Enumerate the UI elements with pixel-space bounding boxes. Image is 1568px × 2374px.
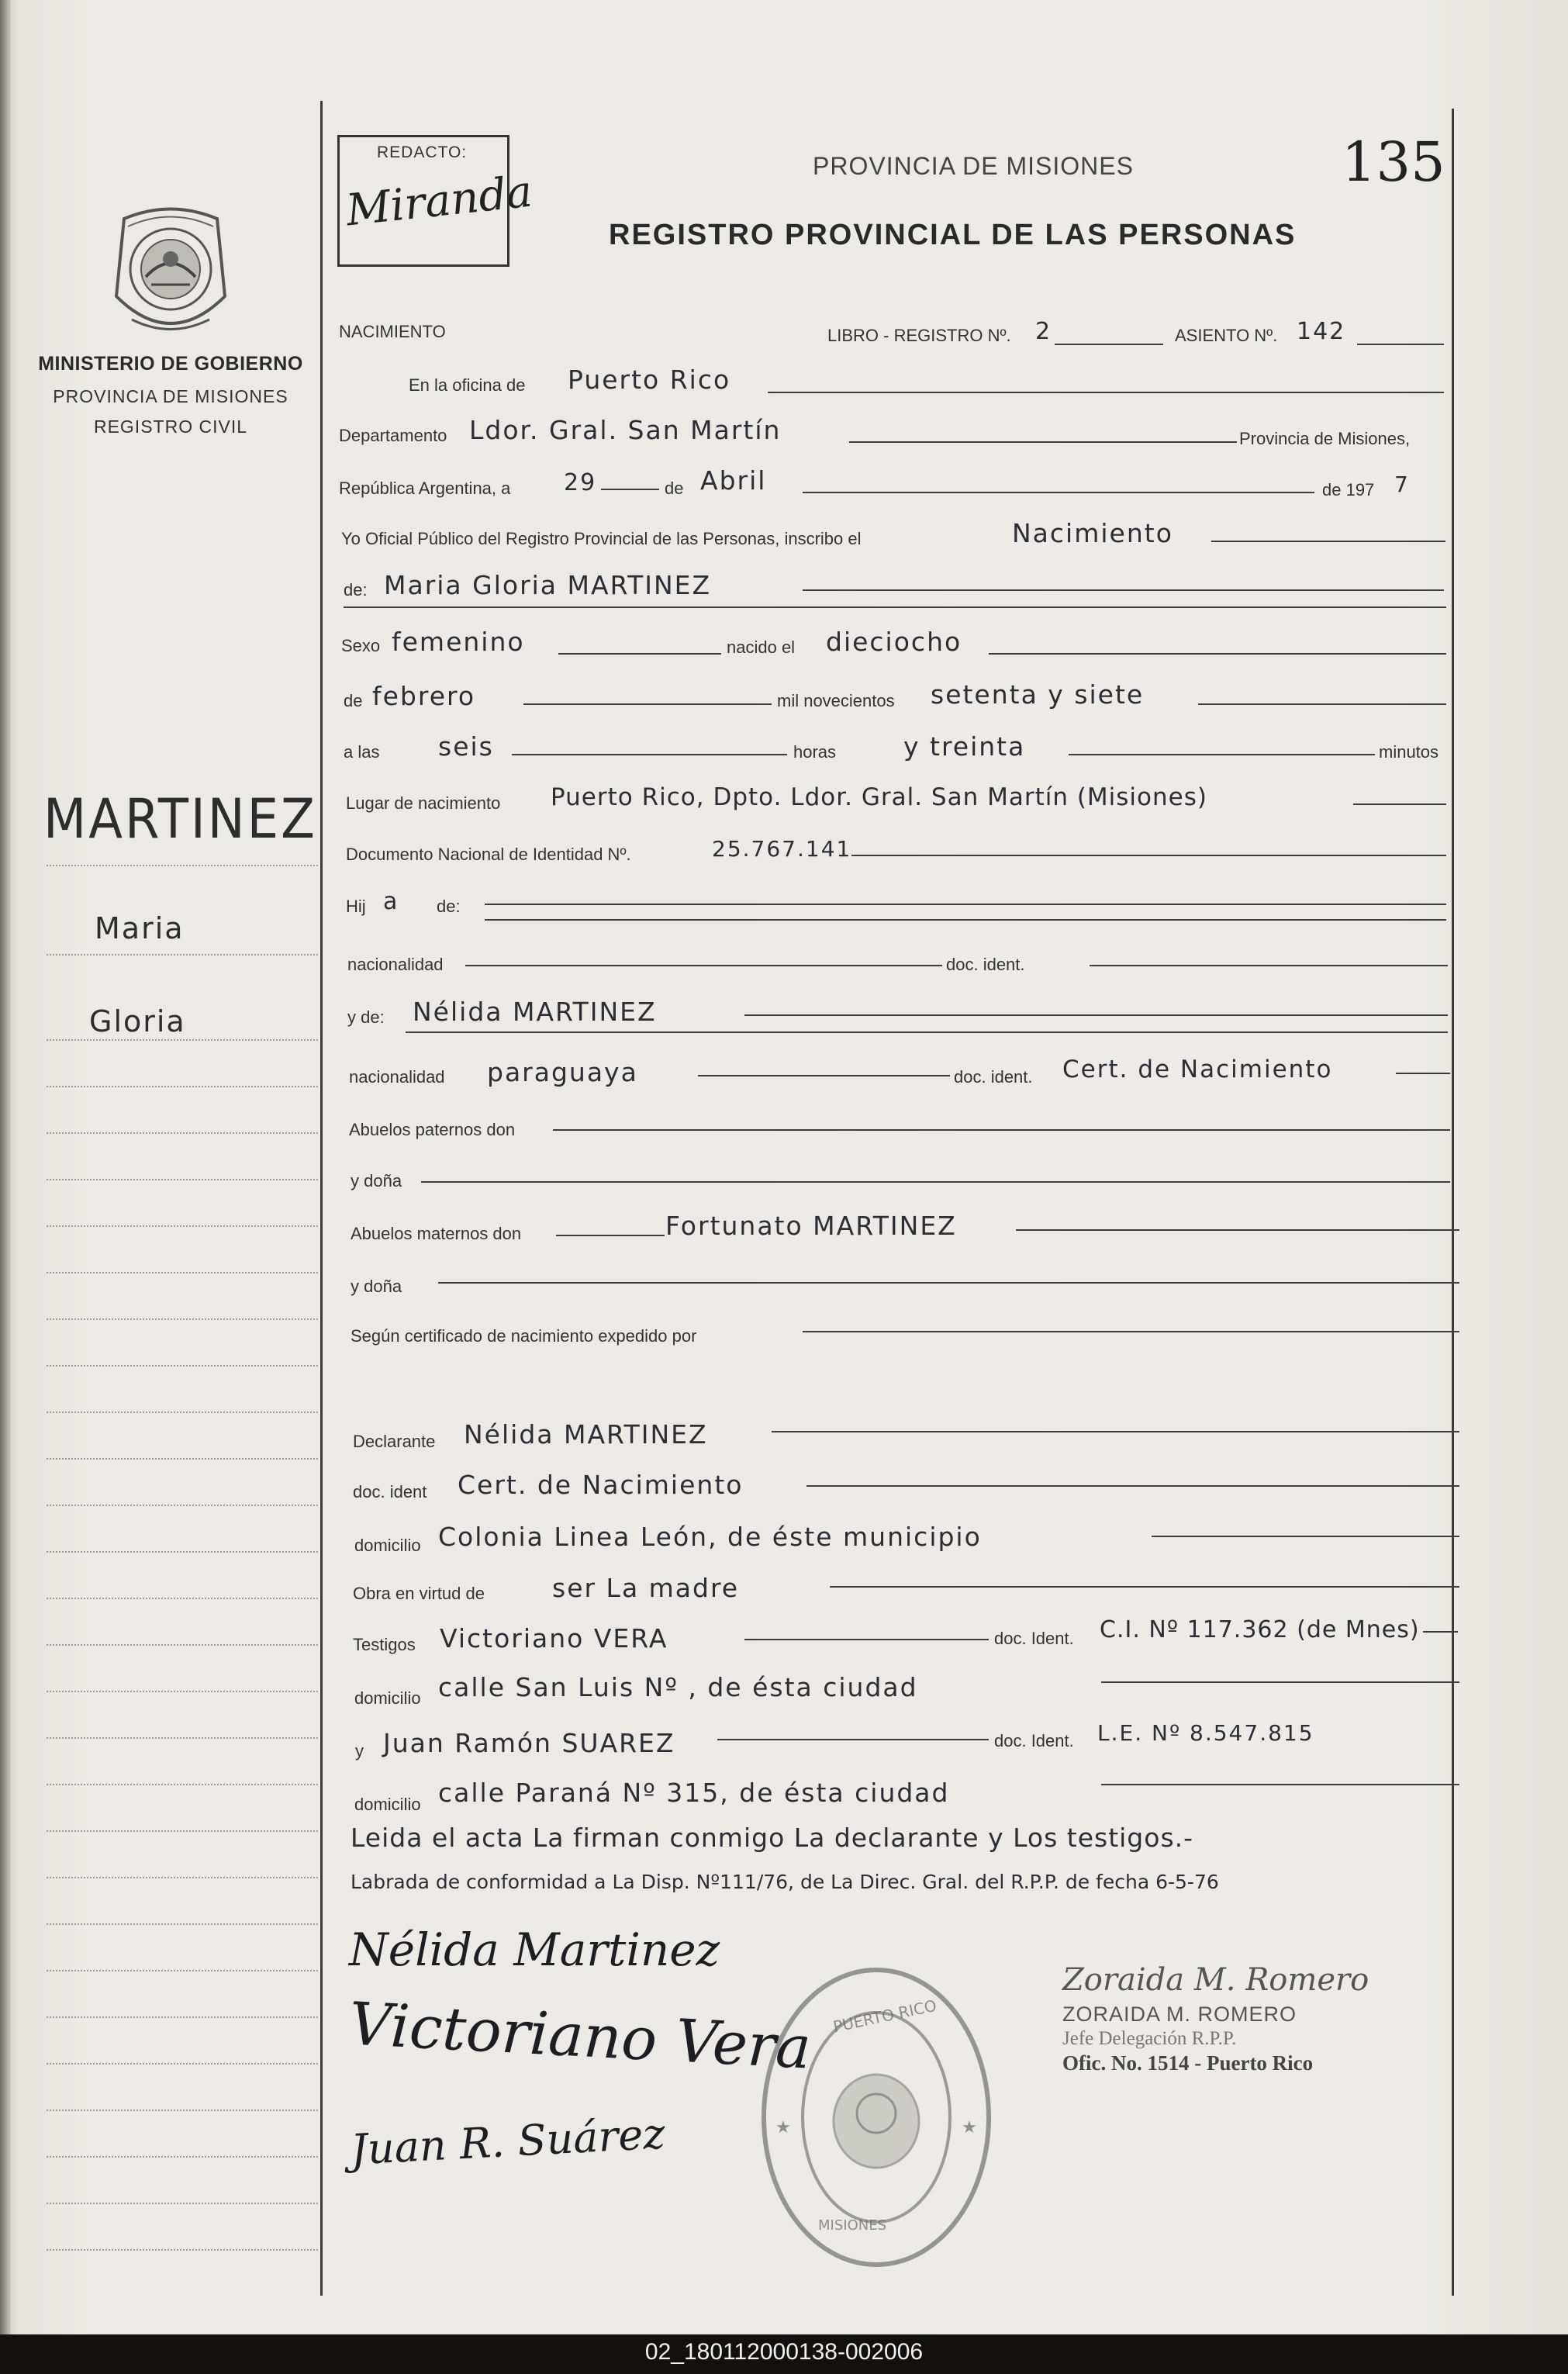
- child-name: Maria Gloria MARTINEZ: [384, 570, 712, 600]
- svg-text:MISIONES: MISIONES: [818, 2217, 887, 2234]
- form-rule: [744, 1639, 989, 1640]
- margin-dotted-line: [47, 1644, 318, 1646]
- official-signature-block: [1062, 1962, 1419, 2075]
- redacto-label: REDACTO:: [377, 143, 468, 161]
- official-signature: Zoraida M. Romero: [1062, 1962, 1369, 1998]
- witness2-y-label: y: [355, 1741, 364, 1761]
- de-label: de: [344, 691, 363, 710]
- department-value: Ldor. Gral. San Martín: [469, 415, 782, 445]
- form-rule: [523, 703, 772, 705]
- ministry-block: [23, 353, 318, 437]
- declarant-doc-value: Cert. de Nacimiento: [458, 1470, 744, 1500]
- form-rule: [989, 653, 1446, 655]
- maternal-grandfather: Fortunato MARTINEZ: [665, 1211, 957, 1241]
- witness2-doc-label: doc. Ident.: [994, 1731, 1074, 1750]
- declarant-domicile-label: domicilio: [354, 1536, 421, 1555]
- birthplace-label: Lugar de nacimiento: [346, 793, 501, 813]
- office-value: Puerto Rico: [568, 365, 731, 395]
- born-label: nacido el: [727, 638, 796, 657]
- closing-line-1: Leida el acta La firman conmigo La declarante y Los testigos.-: [351, 1823, 1194, 1853]
- witness1-domicile: calle San Luis Nº , de ésta ciudad: [438, 1672, 918, 1702]
- republic-label: República Argentina, a: [339, 479, 511, 498]
- form-rule: [1211, 541, 1445, 542]
- form-rule: [1016, 1229, 1459, 1231]
- form-rule: [485, 904, 1446, 905]
- inscribe-value: Nacimiento: [1012, 518, 1173, 548]
- of-label: de:: [344, 580, 368, 600]
- witness2-domicile-label: domicilio: [354, 1795, 421, 1814]
- svg-text:★: ★: [775, 2118, 791, 2137]
- declarant-label: Declarante: [353, 1432, 436, 1451]
- margin-dotted-line: [47, 2156, 318, 2158]
- form-rule: [438, 1282, 1459, 1284]
- form-rule: [806, 1485, 1459, 1487]
- province-title: PROVINCIA DE MISIONES: [813, 152, 1134, 180]
- form-rule: [1198, 703, 1446, 705]
- mother-doc: Cert. de Nacimiento: [1062, 1056, 1333, 1083]
- margin-dotted-line: [47, 1551, 318, 1553]
- margin-dotted-line: [47, 1598, 318, 1599]
- entry-label: ASIENTO Nº.: [1175, 326, 1278, 345]
- form-rule: [849, 441, 1237, 443]
- form-rule: [1055, 344, 1163, 345]
- margin-dotted-line: [47, 1970, 318, 1971]
- witnesses-label: Testigos: [353, 1635, 416, 1654]
- paternal-dona-label: y doña: [351, 1171, 402, 1190]
- hours-value: seis: [438, 731, 494, 762]
- acting-value: ser La madre: [552, 1573, 740, 1603]
- form-rule: [717, 1739, 989, 1740]
- witness1-domicile-label: domicilio: [354, 1688, 421, 1708]
- form-rule: [1101, 1784, 1459, 1785]
- registry-title: REGISTRO PROVINCIAL DE LAS PERSONAS: [609, 219, 1297, 251]
- witness2-name: Juan Ramón SUAREZ: [383, 1728, 675, 1758]
- margin-first-name: Maria: [95, 911, 185, 945]
- redacto-box: [337, 135, 535, 267]
- margin-surname: MARTINEZ: [43, 788, 317, 852]
- margin-dotted-line: [47, 1737, 318, 1739]
- form-rule: [406, 1031, 1448, 1033]
- margin-dotted-line: [47, 954, 318, 955]
- maternal-label: Abuelos maternos don: [351, 1224, 522, 1243]
- witness1-signature: Victoriano Vera: [347, 1989, 813, 2082]
- margin-dotted-line: [47, 1784, 318, 1785]
- thousand-label: mil novecientos: [777, 691, 895, 710]
- margin-second-name: Gloria: [89, 1004, 186, 1038]
- witness1-name: Victoriano VERA: [440, 1623, 668, 1654]
- department-label: Departamento: [339, 426, 447, 445]
- margin-dotted-line: [47, 2016, 318, 2018]
- form-rule: [465, 965, 942, 966]
- and-of-label: y de:: [347, 1007, 385, 1027]
- svg-text:PUERTO RICO: PUERTO RICO: [831, 1996, 938, 2037]
- image-id-label: 02_180112000138-002006: [644, 2339, 924, 2365]
- official-office: Ofic. No. 1514 - Puerto Rico: [1062, 2051, 1314, 2075]
- born-month: febrero: [372, 681, 476, 711]
- margin-dotted-line: [47, 1039, 318, 1041]
- margin-dotted-line: [47, 1691, 318, 1692]
- form-rule: [1357, 344, 1444, 345]
- form-rule: [601, 489, 659, 490]
- witness1-doc: C.I. Nº 117.362 (de Mnes): [1100, 1616, 1420, 1643]
- margin-dotted-line: [47, 2203, 318, 2204]
- province-emblem-icon: [109, 203, 233, 339]
- margin-dotted-line: [47, 1272, 318, 1273]
- form-rule: [512, 754, 787, 755]
- ministry-province: PROVINCIA DE MISIONES: [53, 386, 288, 406]
- margin-dotted-line: [47, 1923, 318, 1925]
- margin-dotted-line: [47, 1458, 318, 1460]
- declarant-doc-label: doc. ident: [353, 1482, 427, 1501]
- declarant-value: Nélida MARTINEZ: [464, 1419, 708, 1450]
- entry-value: 142: [1297, 318, 1346, 345]
- at-label: a las: [344, 742, 380, 762]
- official-stamp-icon: [756, 1962, 996, 2272]
- mother-nationality-label: nacionalidad: [349, 1067, 445, 1087]
- margin-dotted-line: [47, 1830, 318, 1832]
- ministry-name: MINISTERIO DE GOBIERNO: [38, 353, 303, 375]
- minutes-value: y treinta: [903, 731, 1026, 762]
- margin-line-right: [1452, 109, 1454, 2296]
- form-rule: [1353, 803, 1446, 805]
- form-rule: [485, 919, 1446, 921]
- witness1-doc-label: doc. Ident.: [994, 1629, 1074, 1648]
- acting-label: Obra en virtud de: [353, 1584, 485, 1603]
- form-rule: [553, 1129, 1450, 1131]
- paternal-label: Abuelos paternos don: [349, 1120, 516, 1139]
- witness2-domicile: calle Paraná Nº 315, de ésta ciudad: [438, 1778, 950, 1808]
- margin-dotted-line: [47, 865, 318, 866]
- declarant-domicile: Colonia Linea León, de éste municipio: [438, 1522, 982, 1552]
- form-rule: [768, 392, 1444, 393]
- closing-line-2: Labrada de conformidad a La Disp. Nº111/76, de La Direc. Gral. del R.P.P. de fecha 6-5-76: [351, 1871, 1219, 1893]
- office-label: En la oficina de: [409, 375, 526, 395]
- form-rule: [803, 492, 1314, 493]
- day-value: 29: [564, 469, 597, 496]
- form-rule: [556, 1235, 665, 1236]
- declarant-signature: Nélida Martinez: [349, 1923, 720, 1976]
- month-value: Abril: [700, 465, 767, 496]
- margin-dotted-line: [47, 1365, 318, 1367]
- father-nationality-label: nacionalidad: [347, 955, 444, 974]
- form-rule: [851, 855, 1446, 856]
- redacto-signature: Miranda: [344, 166, 535, 237]
- born-day: dieciocho: [826, 627, 962, 657]
- form-rule: [830, 1586, 1459, 1588]
- maternal-dona-label: y doña: [351, 1277, 402, 1296]
- sex-label: Sexo: [341, 636, 381, 655]
- form-rule: [803, 1331, 1459, 1332]
- hours-label: horas: [793, 742, 837, 762]
- form-rule: [1069, 754, 1375, 755]
- born-year: setenta y siete: [931, 679, 1145, 710]
- child-of-suffix: a: [383, 888, 399, 915]
- book-value: 2: [1035, 318, 1052, 345]
- province-label: Provincia de Misiones,: [1239, 429, 1411, 448]
- dni-label: Documento Nacional de Identidad Nº.: [346, 845, 631, 864]
- margin-dotted-line: [47, 1179, 318, 1180]
- form-rule: [1101, 1681, 1459, 1683]
- margin-dotted-line: [47, 2063, 318, 2065]
- father-doc-label: doc. ident.: [946, 955, 1025, 974]
- margin-dotted-line: [47, 1412, 318, 1413]
- svg-text:★: ★: [962, 2118, 977, 2137]
- official-text: Yo Oficial Público del Registro Provincial de las Personas, inscribo el: [341, 529, 862, 548]
- official-name: ZORAIDA M. ROMERO: [1062, 2003, 1297, 2026]
- dni-value: 25.767.141: [712, 836, 852, 862]
- child-of-label: Hij: [346, 897, 366, 916]
- sex-value: femenino: [392, 627, 525, 657]
- certificate-label: Según certificado de nacimiento expedido por: [351, 1326, 697, 1346]
- mother-doc-label: doc. ident.: [954, 1067, 1033, 1087]
- margin-dotted-line: [47, 1132, 318, 1134]
- form-rule: [698, 1075, 950, 1076]
- month-connector: de: [665, 479, 684, 498]
- margin-dotted-line: [47, 1318, 318, 1320]
- margin-line-left: [320, 101, 323, 2296]
- form-rule: [421, 1181, 1450, 1183]
- year-label: de 197: [1322, 480, 1375, 499]
- form-rule: [1396, 1073, 1450, 1074]
- margin-dotted-line: [47, 2249, 318, 2251]
- form-rule: [744, 1014, 1448, 1016]
- record-type-label: NACIMIENTO: [339, 322, 446, 341]
- witness2-signature: Juan R. Suárez: [349, 2109, 667, 2175]
- page-number: 135: [1342, 130, 1445, 194]
- form-rule: [344, 606, 1446, 608]
- witness2-doc: L.E. Nº 8.547.815: [1097, 1720, 1314, 1746]
- form-rule: [772, 1431, 1459, 1432]
- mother-name: Nélida MARTINEZ: [413, 997, 657, 1027]
- margin-dotted-line: [47, 1225, 318, 1227]
- form-rule: [1090, 965, 1448, 966]
- form-rule: [803, 589, 1444, 591]
- form-rule: [1152, 1536, 1459, 1537]
- mother-nationality: paraguaya: [487, 1057, 638, 1087]
- ministry-registry: REGISTRO CIVIL: [93, 416, 248, 437]
- margin-dotted-line: [47, 1505, 318, 1506]
- book-label: LIBRO - REGISTRO Nº.: [827, 326, 1011, 345]
- margin-dotted-line: [47, 2110, 318, 2111]
- minutes-label: minutos: [1379, 742, 1439, 762]
- official-role: Jefe Delegación R.P.P.: [1062, 2028, 1237, 2049]
- birthplace-value: Puerto Rico, Dpto. Ldor. Gral. San Martín (Misiones): [551, 783, 1207, 811]
- child-of-de-label: de:: [437, 897, 461, 916]
- margin-dotted-line: [47, 1877, 318, 1878]
- form-rule: [1423, 1631, 1458, 1633]
- year-value: 7: [1394, 472, 1410, 497]
- form-rule: [558, 653, 721, 655]
- margin-dotted-line: [47, 1086, 318, 1087]
